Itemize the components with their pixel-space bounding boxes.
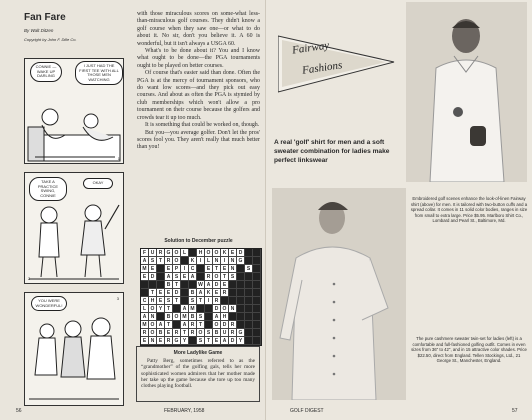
crossword-cell bbox=[221, 297, 229, 305]
golfers-illustration bbox=[25, 199, 123, 283]
crossword-cell: H bbox=[197, 249, 205, 257]
crossword-cell: A bbox=[181, 305, 189, 313]
crossword-cell: T bbox=[173, 281, 181, 289]
crossword-cell: E bbox=[141, 337, 149, 345]
panel-number: 3 bbox=[116, 296, 119, 301]
paragraph: Of course that's easier said than done. Often the PGA is at the mercy of tournament sponsors, who do want low scores—and they pick out easy courses. And about as often the PGA is stymied by club memberships which won't allow a pro tournament on their course because the golfers and crowds tear it up too much. bbox=[137, 70, 260, 121]
crossword-cell: G bbox=[165, 249, 173, 257]
crossword-cell bbox=[189, 337, 197, 345]
crossword-cell: R bbox=[229, 321, 237, 329]
crossword-cell: E bbox=[221, 281, 229, 289]
crossword-cell: O bbox=[213, 273, 221, 281]
magazine-name: GOLF DIGEST bbox=[290, 408, 324, 414]
paragraph: But you—you average golfer. Don't let the pros' scores fool you. They aren't really that much better than you! bbox=[137, 129, 260, 151]
fashion-headline: A real 'golf' shirt for men and a soft sweater combination for ladies make perfect linkswear bbox=[274, 139, 390, 164]
crossword-cell: L bbox=[205, 257, 213, 265]
sweater-caption: The pure cashmere sweater twin-set for ladies (left) is a comfortable and full-fashioned golfing outfit. Comes in even sizes from 36" to 42", and in 15 attractive color shades. Price $22.50, direct from England. Tellen Stockings, Ltd., 21 George St., Manchester, England. bbox=[411, 336, 527, 363]
crossword-cell bbox=[253, 289, 261, 297]
crossword-cell: D bbox=[213, 281, 221, 289]
crossword-cell: R bbox=[205, 273, 213, 281]
crossword-cell: K bbox=[221, 249, 229, 257]
crossword-grid bbox=[140, 248, 262, 346]
crossword-cell: E bbox=[229, 249, 237, 257]
pennant-line-2: Fashions bbox=[301, 59, 343, 77]
crossword-cell bbox=[197, 265, 205, 273]
crossword-cell bbox=[237, 305, 245, 313]
crossword-cell bbox=[253, 337, 261, 345]
crossword-cell bbox=[253, 281, 261, 289]
crossword-cell bbox=[157, 265, 165, 273]
crossword-cell bbox=[245, 321, 253, 329]
crossword-cell: O bbox=[173, 313, 181, 321]
crossword-cell: G bbox=[237, 329, 245, 337]
crossword-cell: D bbox=[173, 289, 181, 297]
man-in-golf-shirt-image bbox=[406, 2, 527, 182]
comic-panel-1 bbox=[24, 58, 124, 164]
paragraph: What's to be done about it? You and I know what ought to be done—the PGA tournaments ought to be played on better courses. bbox=[137, 48, 260, 69]
crossword-cell: B bbox=[165, 281, 173, 289]
puzzle-title: Solution to December puzzle bbox=[164, 238, 233, 244]
crossword-cell bbox=[253, 329, 261, 337]
crossword-cell: W bbox=[197, 281, 205, 289]
crossword-cell bbox=[229, 289, 237, 297]
crossword-cell: I bbox=[205, 297, 213, 305]
comic-bubble: YOU WERE WONDERFUL! bbox=[31, 296, 67, 311]
crossword-cell bbox=[245, 297, 253, 305]
crossword-cell: A bbox=[221, 337, 229, 345]
mens-shirt-photo bbox=[406, 2, 527, 182]
crossword-cell: K bbox=[205, 289, 213, 297]
crossword-cell bbox=[245, 329, 253, 337]
pennant-line-1: Fairway bbox=[291, 39, 330, 57]
crossword-cell: T bbox=[165, 321, 173, 329]
crossword-cell bbox=[181, 289, 189, 297]
crossword-cell bbox=[237, 321, 245, 329]
crossword-cell bbox=[149, 281, 157, 289]
crossword-cell bbox=[245, 281, 253, 289]
crossword-cell: T bbox=[213, 265, 221, 273]
crossword-cell bbox=[237, 265, 245, 273]
crossword-cell: E bbox=[157, 297, 165, 305]
crossword-cell bbox=[205, 305, 213, 313]
crossword-cell: C bbox=[141, 297, 149, 305]
crossword-cell: A bbox=[197, 289, 205, 297]
crossword-cell bbox=[181, 257, 189, 265]
crossword-cell: A bbox=[181, 321, 189, 329]
ladylike-text: Patty Berg, sometimes referred to as the “grandmother” of the golfing gals, tells her more sophisticated women admirers that her mother made her take up the game because she tore up too many clothes playing football. bbox=[141, 358, 255, 390]
crossword-cell bbox=[141, 281, 149, 289]
crossword-cell: U bbox=[221, 329, 229, 337]
crossword-cell bbox=[245, 337, 253, 345]
crossword-cell bbox=[245, 289, 253, 297]
shirt-caption: Embroidered golf scenes enhance the look-of-linen Fairway shirt (above) for men. It is tailored with two-button cuffs and a spread collar. It comes in 11 solid color bodies, ranges in size from small to extra large. Price $5.95. Marlboro Shirt Co., Lombard and Pearl St., Baltimore, Md. bbox=[410, 196, 528, 223]
comic-panel-2 bbox=[24, 172, 124, 284]
crossword-cell: S bbox=[173, 273, 181, 281]
crossword-cell: A bbox=[141, 257, 149, 265]
crossword-cell bbox=[253, 273, 261, 281]
issue-date: FEBRUARY, 1958 bbox=[164, 408, 205, 414]
crossword-cell bbox=[173, 305, 181, 313]
crossword-cell: R bbox=[213, 297, 221, 305]
crossword-cell: H bbox=[149, 297, 157, 305]
comic-bubble: I JUST HAD THE FIRST TEE WITH ALL THOSE MEN WATCHING bbox=[75, 61, 123, 85]
crossword-cell: A bbox=[205, 281, 213, 289]
crossword-cell: E bbox=[149, 265, 157, 273]
crossword-cell: O bbox=[197, 329, 205, 337]
crossword-cell: L bbox=[181, 249, 189, 257]
crossword-cell: O bbox=[221, 305, 229, 313]
crossword-cell bbox=[157, 313, 165, 321]
crossword-cell: R bbox=[165, 337, 173, 345]
crossword-cell: R bbox=[157, 249, 165, 257]
crossword-cell bbox=[245, 305, 253, 313]
crossword-cell: F bbox=[141, 249, 149, 257]
crossword-cell: T bbox=[221, 273, 229, 281]
crossword-cell bbox=[141, 289, 149, 297]
ladylike-box bbox=[136, 346, 260, 402]
crossword-cell: T bbox=[173, 297, 181, 305]
crossword-cell bbox=[173, 321, 181, 329]
crossword-cell: N bbox=[213, 257, 221, 265]
comic-panel-3 bbox=[24, 292, 124, 406]
crossword-cell: E bbox=[157, 337, 165, 345]
crossword-cell: T bbox=[197, 297, 205, 305]
crossword-cell bbox=[197, 305, 205, 313]
crossword-cell bbox=[245, 249, 253, 257]
crossword-cell: M bbox=[189, 305, 197, 313]
crossword-cell: S bbox=[205, 329, 213, 337]
crossword-cell: O bbox=[173, 249, 181, 257]
crossword-cell: S bbox=[229, 273, 237, 281]
crossword-cell: U bbox=[149, 249, 157, 257]
crossword-cell: D bbox=[213, 305, 221, 313]
comic-bubble: TAKE A PRACTICE SWING, CONNIE bbox=[29, 177, 67, 201]
fan-fare-title: Fan Fare bbox=[24, 12, 66, 23]
crossword-cell: I bbox=[221, 257, 229, 265]
page-number-right: 57 bbox=[512, 408, 518, 414]
crossword-cell bbox=[181, 297, 189, 305]
crossword-cell: T bbox=[165, 305, 173, 313]
crossword-cell: S bbox=[197, 337, 205, 345]
crossword-cell: E bbox=[165, 289, 173, 297]
crossword-cell: E bbox=[181, 273, 189, 281]
crossword-cell: I bbox=[181, 265, 189, 273]
crossword-cell bbox=[205, 313, 213, 321]
crossword-cell: A bbox=[165, 273, 173, 281]
panel-number: 2 bbox=[28, 276, 31, 281]
crossword-cell: M bbox=[181, 313, 189, 321]
crossword-cell bbox=[253, 297, 261, 305]
paragraph: with those miraculous scores on some-what less-than-miraculous golf courses. They didn't know a golf course when they saw one—or what to do about it. No sir, don't you believe it. A 60 is wonderful, but it isn't always a USGA 60. bbox=[137, 11, 260, 47]
woman-in-sweater-image bbox=[272, 188, 406, 400]
crossword-cell: D bbox=[237, 249, 245, 257]
crossword-cell: K bbox=[189, 257, 197, 265]
crossword-cell: N bbox=[229, 265, 237, 273]
crossword-cell: Y bbox=[181, 337, 189, 345]
crossword-cell: S bbox=[165, 297, 173, 305]
crossword-cell: T bbox=[205, 337, 213, 345]
paragraph: It is something that could be worked on, though. bbox=[145, 122, 260, 129]
crossword-cell: B bbox=[213, 329, 221, 337]
crossword-cell bbox=[229, 313, 237, 321]
crossword-cell bbox=[229, 281, 237, 289]
crossword-cell bbox=[189, 281, 197, 289]
crossword-cell: P bbox=[173, 265, 181, 273]
crossword-cell bbox=[157, 281, 165, 289]
crossword-cell: N bbox=[229, 257, 237, 265]
crossword-cell: G bbox=[237, 257, 245, 265]
crossword-cell bbox=[157, 273, 165, 281]
crossword-cell bbox=[205, 321, 213, 329]
crossword-cell bbox=[237, 289, 245, 297]
crossword-cell: L bbox=[141, 305, 149, 313]
crowd-illustration bbox=[25, 315, 123, 405]
crossword-cell: Y bbox=[237, 337, 245, 345]
crossword-cell: E bbox=[213, 337, 221, 345]
crossword-cell: R bbox=[229, 329, 237, 337]
crossword-cell: R bbox=[173, 329, 181, 337]
crossword-cell: R bbox=[189, 329, 197, 337]
crossword-cell: B bbox=[189, 289, 197, 297]
crossword-cell: D bbox=[221, 321, 229, 329]
crossword-cell: D bbox=[229, 337, 237, 345]
crossword-cell: H bbox=[221, 313, 229, 321]
crossword-cell bbox=[181, 281, 189, 289]
crossword-cell: D bbox=[149, 273, 157, 281]
crossword-cell: G bbox=[173, 337, 181, 345]
crossword-cell: O bbox=[205, 249, 213, 257]
crossword-cell: N bbox=[229, 305, 237, 313]
crossword-cell: T bbox=[149, 289, 157, 297]
crossword-cell bbox=[229, 297, 237, 305]
byline: By Walt Ditzen bbox=[24, 28, 54, 33]
crossword-cell: A bbox=[213, 313, 221, 321]
crossword-cell: S bbox=[189, 297, 197, 305]
article-text bbox=[137, 11, 260, 152]
crossword-cell bbox=[253, 249, 261, 257]
crossword-cell: O bbox=[149, 305, 157, 313]
crossword-cell: C bbox=[189, 265, 197, 273]
crossword-cell: A bbox=[141, 313, 149, 321]
crossword-cell: O bbox=[149, 329, 157, 337]
crossword-cell: O bbox=[173, 257, 181, 265]
crossword-cell bbox=[245, 313, 253, 321]
crossword-cell: Y bbox=[157, 305, 165, 313]
crossword-cell bbox=[237, 273, 245, 281]
ladylike-title: More Ladylike Game bbox=[173, 350, 223, 356]
crossword-cell: A bbox=[189, 273, 197, 281]
panel-number: 1 bbox=[117, 156, 120, 161]
crossword-cell bbox=[237, 297, 245, 305]
crossword-cell: M bbox=[141, 321, 149, 329]
crossword-cell: E bbox=[221, 265, 229, 273]
crossword-cell bbox=[237, 281, 245, 289]
crossword-cell bbox=[245, 257, 253, 265]
crossword-cell: E bbox=[141, 273, 149, 281]
crossword-cell: O bbox=[213, 249, 221, 257]
crossword-cell: B bbox=[189, 313, 197, 321]
womens-sweater-photo bbox=[272, 188, 406, 400]
crossword-cell: B bbox=[157, 329, 165, 337]
crossword-cell bbox=[253, 313, 261, 321]
crossword-cell: R bbox=[189, 321, 197, 329]
crossword-cell: I bbox=[197, 257, 205, 265]
crossword-cell bbox=[253, 305, 261, 313]
crossword-cell bbox=[197, 273, 205, 281]
comic-bubble: OKAY bbox=[83, 178, 113, 189]
crossword-cell: O bbox=[213, 321, 221, 329]
crossword-cell: T bbox=[157, 257, 165, 265]
crossword-cell: T bbox=[181, 329, 189, 337]
crossword-cell: N bbox=[149, 337, 157, 345]
copyright-note: Copyright by John F. Dille Co. bbox=[24, 37, 77, 42]
crossword-cell bbox=[253, 257, 261, 265]
crossword-cell: E bbox=[165, 329, 173, 337]
crossword-cell bbox=[237, 313, 245, 321]
crossword-cell: O bbox=[149, 321, 157, 329]
crossword-cell: M bbox=[141, 265, 149, 273]
crossword-cell: N bbox=[149, 313, 157, 321]
crossword-cell: S bbox=[149, 257, 157, 265]
comic-bubble: CONNIE — WAKE UP DARLING bbox=[30, 62, 62, 82]
crossword-cell: R bbox=[141, 329, 149, 337]
crossword-cell bbox=[245, 273, 253, 281]
crossword-cell: A bbox=[157, 321, 165, 329]
page-number-left: 56 bbox=[16, 408, 22, 414]
crossword-cell bbox=[253, 265, 261, 273]
bedroom-illustration bbox=[25, 87, 123, 163]
crossword-cell bbox=[253, 321, 261, 329]
crossword-cell: R bbox=[221, 289, 229, 297]
crossword-cell: S bbox=[197, 313, 205, 321]
crossword-cell: T bbox=[197, 321, 205, 329]
crossword-cell: B bbox=[165, 313, 173, 321]
crossword-cell: E bbox=[165, 265, 173, 273]
crossword-cell: E bbox=[205, 265, 213, 273]
crossword-cell: R bbox=[165, 257, 173, 265]
crossword-cell: E bbox=[157, 289, 165, 297]
crossword-cell: S bbox=[245, 265, 253, 273]
crossword-cell bbox=[189, 249, 197, 257]
crossword-cell: E bbox=[213, 289, 221, 297]
